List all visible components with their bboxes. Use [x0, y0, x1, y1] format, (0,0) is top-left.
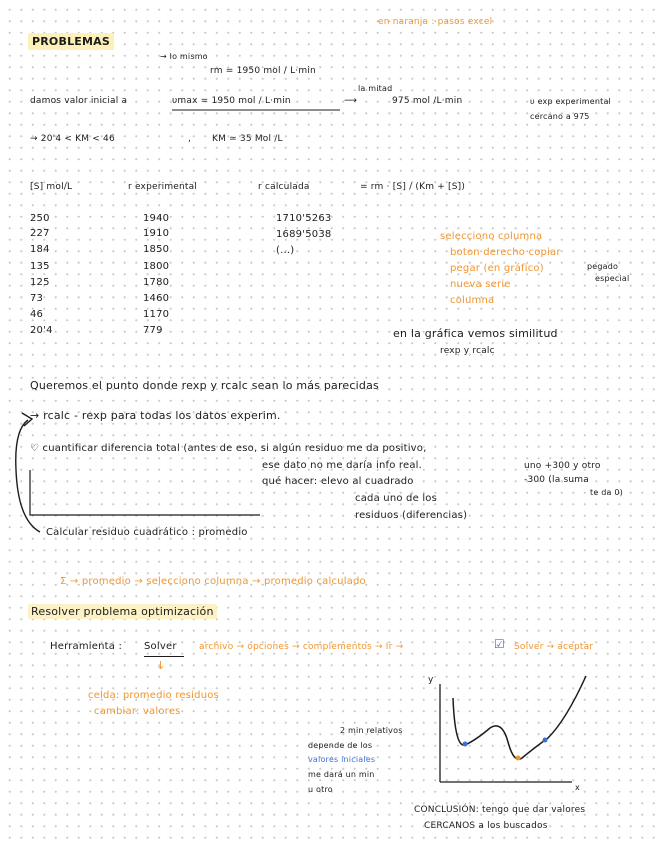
graph-min-1	[463, 742, 468, 747]
s-value: 73	[30, 293, 44, 304]
minima-note: u otro	[308, 785, 333, 794]
quantify-side-note: uno +300 y otro	[524, 461, 601, 471]
minima-note-blue: valores iniciales	[308, 755, 376, 764]
km-range: → 20'4 < KM < 46	[30, 134, 115, 144]
s-value: 227	[30, 228, 50, 239]
quantify-line: ese dato no me daría info real.	[262, 460, 423, 471]
s-value: 250	[30, 213, 50, 224]
graph-min-2	[516, 756, 521, 761]
quantify-line: ♡ cuantificar diferencia total (antes de eso, si algún residuo me da positivo,	[30, 443, 427, 454]
s-value: 184	[30, 244, 50, 255]
tool-name: Solver	[144, 641, 177, 652]
same-value-note: → lo mismo	[160, 52, 208, 61]
goal-line: Queremos el punto donde rexp y rcalc sean lo más parecidas	[30, 379, 379, 392]
solver-step: celda: promedio residuos	[88, 690, 219, 701]
km-value: KM ≃ 35 Mol /L	[212, 134, 283, 144]
rexp-value: 1460	[143, 293, 170, 304]
pegado-especial-note: pegado	[587, 262, 619, 271]
s-value: 20'4	[30, 325, 53, 336]
excel-step: nueva serie	[450, 279, 511, 290]
excel-step: selecciono columna	[440, 231, 543, 242]
similarity-line: en la gráfica vemos similitud	[393, 327, 558, 340]
color-legend-note: en naranja : pasos excel	[378, 17, 493, 27]
s-value: 135	[30, 261, 50, 272]
tool-label: Herramienta :	[50, 641, 123, 652]
graph-curve	[453, 676, 586, 759]
vmax-line: υmax = 1950 mol / L·min	[172, 96, 291, 106]
graph-min-3	[543, 738, 548, 743]
optimization-title: Resolver problema optimización	[28, 604, 217, 619]
quantify-side-note: te da 0)	[590, 488, 623, 497]
check-icon: ☑	[494, 637, 505, 651]
excel-step: boton derecho copiar	[450, 247, 561, 258]
rexp-value: 1850	[143, 244, 170, 255]
excel-step: pegar (en gráfico)	[450, 263, 544, 274]
minima-note: depende de los	[308, 741, 373, 750]
half-label: la mitad	[358, 84, 393, 93]
down-arrow-icon: ↓	[156, 659, 166, 672]
rexp-value: 1940	[143, 213, 170, 224]
minima-note: me dará un min	[308, 770, 375, 779]
rexp-value: 779	[143, 325, 163, 336]
col-header-rcalc: r calculada	[258, 182, 310, 192]
pegado-especial-note: especial	[595, 274, 630, 283]
excel-step: columna	[450, 295, 495, 306]
quantify-side-note: -300 (la suma	[524, 475, 589, 485]
rexp-value: 1800	[143, 261, 170, 272]
rcalc-value: (...)	[276, 245, 295, 256]
col-header-s: [S] mol/L	[30, 182, 73, 192]
rexp-value: 1910	[143, 228, 170, 239]
quantify-line: residuos (diferencias)	[355, 510, 468, 521]
sigma-steps: Σ → promedio → selecciono columna → promedio calculado	[60, 576, 366, 587]
exp-note-1: υ exp experimental	[530, 97, 611, 106]
rexp-value: 1170	[143, 309, 170, 320]
quantify-line: qué hacer: elevo al cuadrado	[262, 476, 414, 487]
quantify-bracket	[30, 470, 260, 515]
s-value: 46	[30, 309, 44, 320]
graph-y-label: y	[428, 675, 434, 685]
col-header-rexp: r experimental	[128, 182, 198, 192]
rate-formula: = rm · [S] / (Km + [S])	[360, 182, 466, 192]
solver-step: cambiar: valores	[94, 706, 181, 717]
minima-note: 2 min relativos	[340, 726, 403, 735]
tool-path: archivo → opciones → complementos → Ir →	[199, 642, 404, 652]
tool-end: Solver → aceptar	[514, 642, 594, 652]
rcalc-value: 1710'5263	[276, 213, 332, 224]
arrow-to-half: ⟶	[344, 96, 358, 106]
graph-x-label: x	[575, 783, 580, 792]
similarity-line: rexp y rcalc	[440, 346, 495, 356]
residual-line: Calcular residuo cuadrático : promedio	[46, 527, 248, 538]
rm-line: rm = 1950 mol / L·min	[210, 66, 316, 76]
rexp-value: 1780	[143, 277, 170, 288]
exp-note-2: cercano a 975	[530, 112, 590, 121]
page-title: PROBLEMAS	[28, 33, 114, 50]
km-comma: ,	[188, 134, 192, 144]
difference-line: → rcalc - rexp para todas los datos experim.	[30, 409, 281, 422]
half-value: 975 mol /L·min	[392, 96, 463, 106]
s-value: 125	[30, 277, 50, 288]
quantify-line: cada uno de los	[355, 493, 438, 504]
conclusion-line: CERCANOS a los buscados	[424, 821, 548, 831]
conclusion-line: CONCLUSIÓN: tengo que dar valores	[414, 805, 586, 815]
rcalc-value: 1689'5038	[276, 229, 332, 240]
initial-value-prefix: damos valor inicial a	[30, 96, 128, 106]
